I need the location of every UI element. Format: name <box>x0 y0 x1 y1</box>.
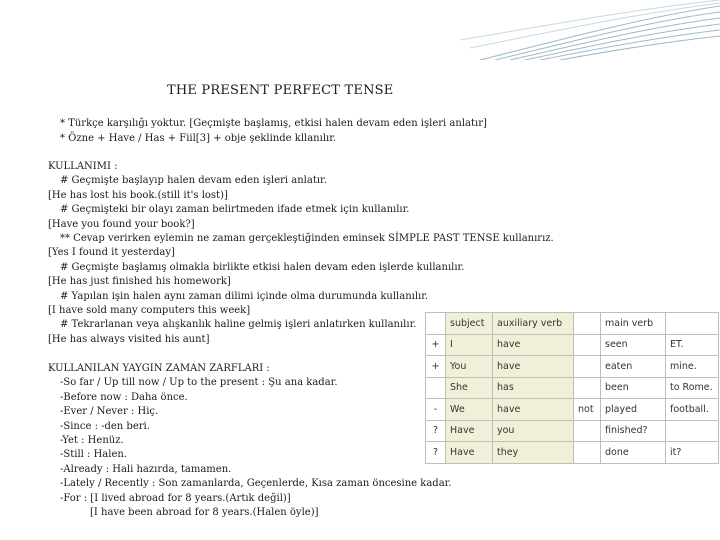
adverb-line: [I have been abroad for 8 years.(Halen öyle)] <box>90 507 319 519</box>
table-cell: played <box>601 399 666 421</box>
usage-example: [Yes I found it yesterday] <box>48 247 175 259</box>
intro-line: * Türkçe karşılığı yoktur. [Geçmişte başlamış, etkisi halen devam eden işleri anlatır] <box>60 118 487 129</box>
table-cell: ? <box>426 442 446 464</box>
table-row <box>426 420 719 442</box>
table-cell <box>574 420 601 442</box>
table-cell: mine. <box>666 356 719 378</box>
intro-line: * Özne + Have / Has + Fiil[3] + obje şeklinde kllanılır. <box>60 133 337 144</box>
adverb-line: -For : [I lived abroad for 8 years.(Artık değil)] <box>60 492 291 504</box>
table-cell: you <box>493 420 574 442</box>
grammar-table <box>425 312 719 464</box>
table-cell <box>574 377 601 399</box>
table-cell <box>666 420 719 442</box>
adverb-line: -Ever / Never : Hiç. <box>60 406 159 418</box>
usage-example: [I have sold many computers this week] <box>48 305 251 317</box>
table-cell <box>426 377 446 399</box>
table-cell: ? <box>426 420 446 442</box>
table-cell: eaten <box>601 356 666 378</box>
adverb-line: -Before now : Daha önce. <box>60 391 188 403</box>
table-row <box>426 356 719 378</box>
table-cell: have <box>493 334 574 356</box>
table-cell: has <box>493 377 574 399</box>
table-row <box>426 399 719 421</box>
adverb-line: -Since : -den beri. <box>60 420 150 432</box>
table-cell: I <box>446 334 493 356</box>
table-cell: + <box>426 334 446 356</box>
table-cell: You <box>446 356 493 378</box>
table-cell: Have <box>446 420 493 442</box>
usage-example: [He has always visited his aunt] <box>48 333 210 345</box>
table-cell: Have <box>446 442 493 464</box>
page-title: THE PRESENT PERFECT TENSE <box>167 83 394 98</box>
table-cell: have <box>493 399 574 421</box>
table-header-subject: subject <box>446 313 493 335</box>
decorative-swoosh-lines <box>420 0 720 60</box>
table-row <box>426 442 719 464</box>
table-header-auxiliary: auxiliary verb <box>493 313 574 335</box>
table-cell: We <box>446 399 493 421</box>
table-cell: - <box>426 399 446 421</box>
usage-line: ** Cevap verirken eylemin ne zaman gerçekleştiğinden eminsek SİMPLE PAST TENSE kullanırız. <box>60 233 554 245</box>
table-cell <box>574 442 601 464</box>
table-cell: it? <box>666 442 719 464</box>
table-cell <box>574 356 601 378</box>
adverb-line: -So far / Up till now / Up to the present : Şu ana kadar. <box>60 377 338 389</box>
table-header-row <box>426 313 719 335</box>
usage-line: # Geçmişte başlamış olmakla birlikte etkisi halen devam eden işlerde kullanılır. <box>60 261 465 273</box>
usage-line: # Geçmişteki bir olayı zaman belirtmeden ifade etmek için kullanılır. <box>60 204 410 216</box>
adverb-line: -Already : Hali hazırda, tamamen. <box>60 463 232 475</box>
usage-heading: KULLANIMI : <box>48 161 118 172</box>
table-cell: not <box>574 399 601 421</box>
table-cell <box>426 313 446 335</box>
table-cell <box>574 334 601 356</box>
intro-notes <box>60 116 487 146</box>
table-cell: done <box>601 442 666 464</box>
table-cell: been <box>601 377 666 399</box>
time-adverbs-section <box>48 362 452 520</box>
usage-example: [Have you found your book?] <box>48 218 195 230</box>
table-cell: She <box>446 377 493 399</box>
table-cell <box>574 313 601 335</box>
table-row <box>426 377 719 399</box>
usage-example: [He has lost his book.(still it's lost)] <box>48 189 228 201</box>
adverbs-heading: KULLANILAN YAYGIN ZAMAN ZARFLARI : <box>48 363 270 374</box>
adverb-line: -Still : Halen. <box>60 449 127 461</box>
adverb-line: -Yet : Henüz. <box>60 435 124 447</box>
table-cell: ET. <box>666 334 719 356</box>
table-header-main-verb: main verb <box>601 313 666 335</box>
table-cell: + <box>426 356 446 378</box>
table-cell <box>666 313 719 335</box>
table-cell: to Rome. <box>666 377 719 399</box>
table-cell: finished? <box>601 420 666 442</box>
table-cell: seen <box>601 334 666 356</box>
usage-example: [He has just finished his homework] <box>48 276 231 288</box>
usage-line: # Tekrarlanan veya alışkanlık haline gelmiş işleri anlatırken kullanılır. <box>60 319 417 331</box>
usage-line: # Yapılan işin halen aynı zaman dilimi içinde olma durumunda kullanılır. <box>60 290 429 302</box>
table-cell: have <box>493 356 574 378</box>
table-cell: they <box>493 442 574 464</box>
table-row <box>426 334 719 356</box>
usage-line: # Geçmişte başlayıp halen devam eden işleri anlatır. <box>60 175 327 187</box>
adverb-line: -Lately / Recently : Son zamanlarda, Geçenlerde, Kısa zaman öncesine kadar. <box>60 478 452 490</box>
table-cell: football. <box>666 399 719 421</box>
